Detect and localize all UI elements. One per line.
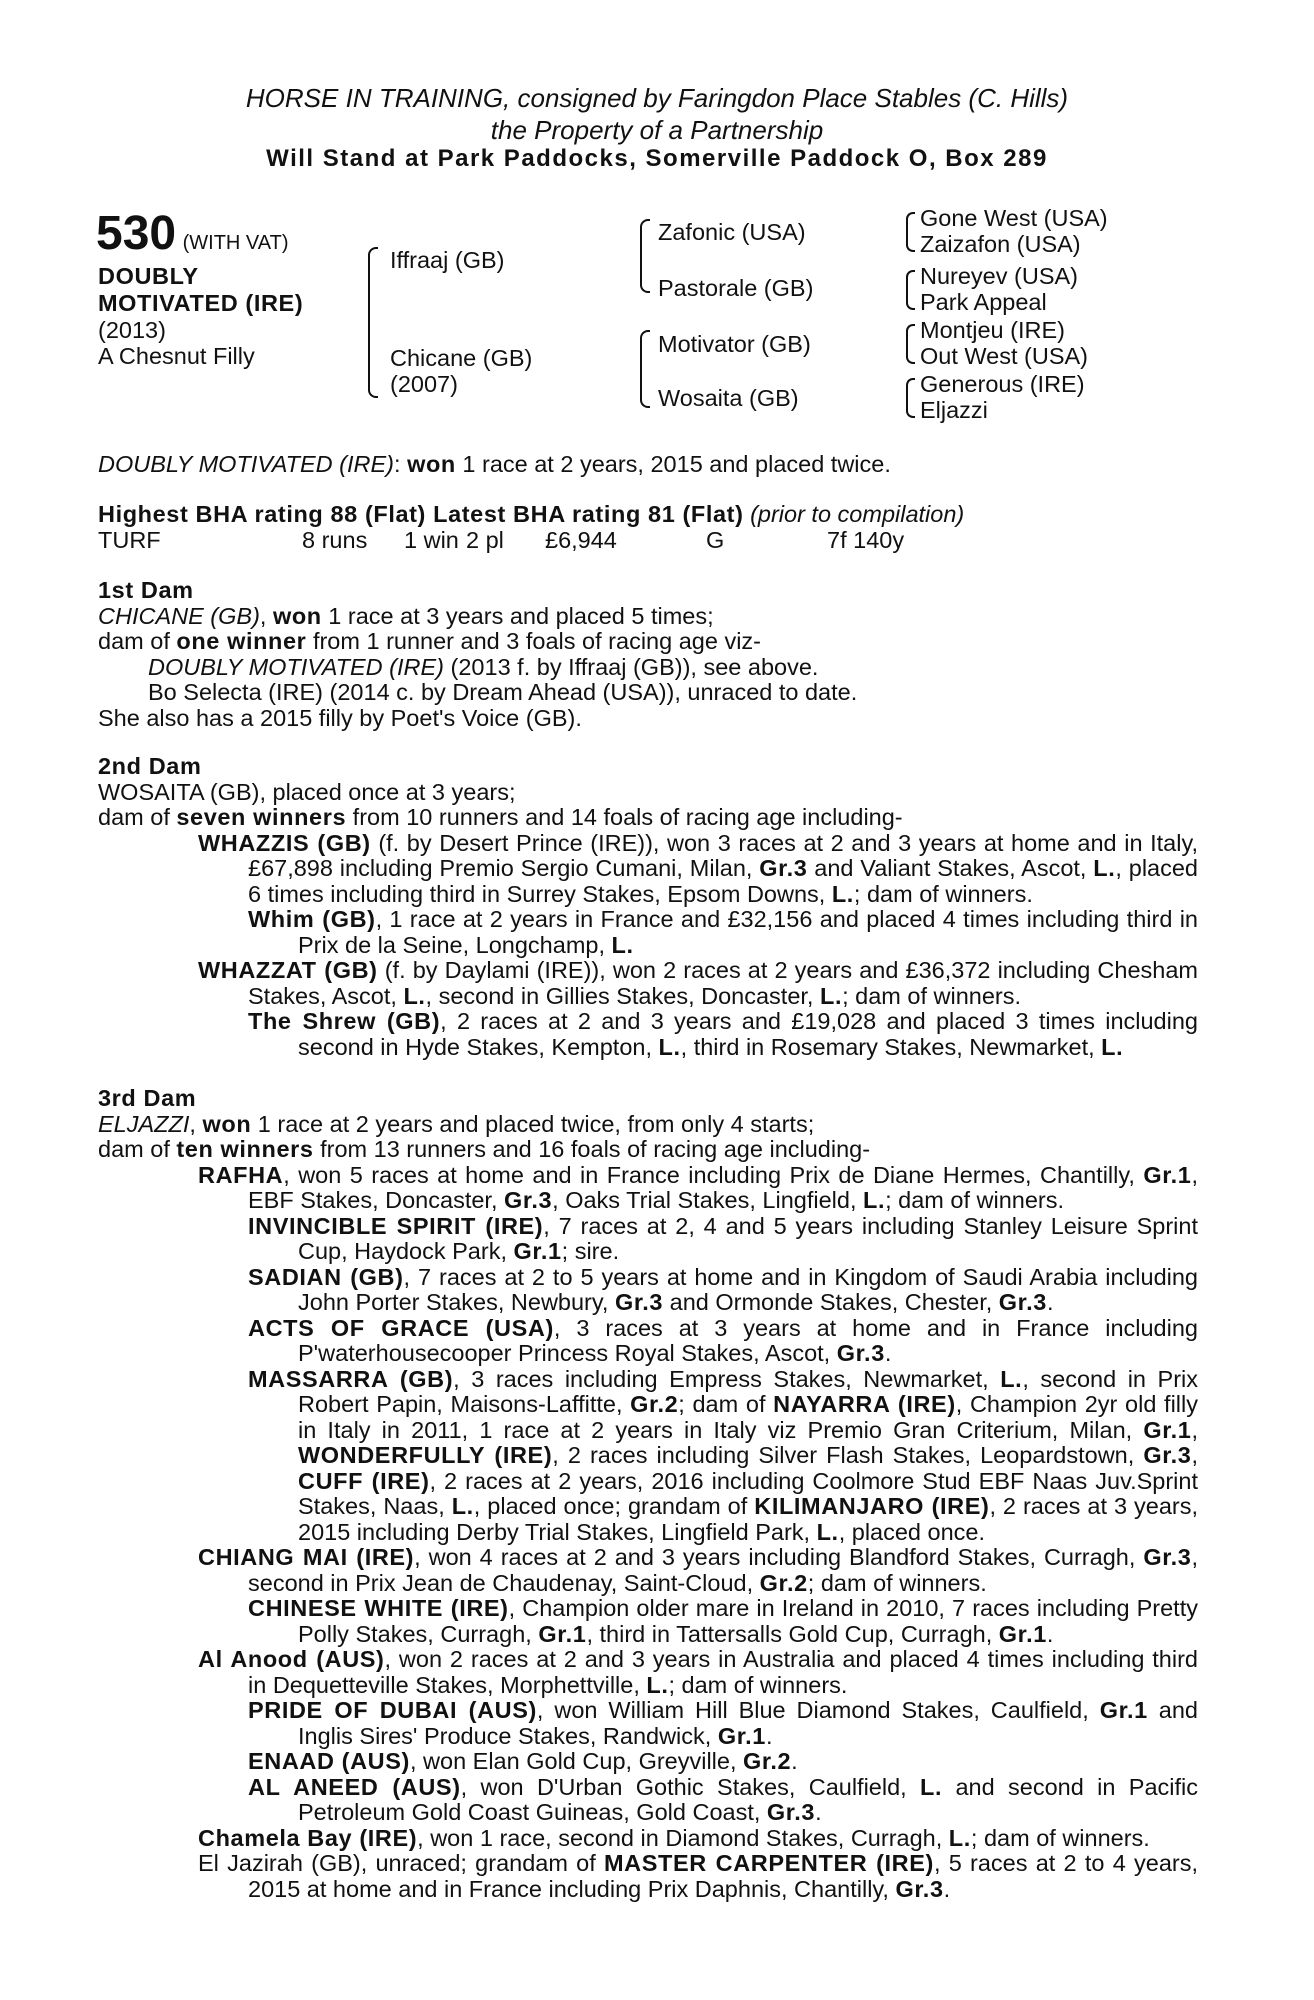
text-run: Gr.1 [538, 1620, 587, 1647]
text-run: , 2 races at 3 years, 2015 including Derby Trial Stakes, Lingfield Park, [298, 1493, 1198, 1545]
produce-entry [98, 1163, 1198, 1214]
rating-line [98, 502, 964, 528]
record-earnings: £6,944 [545, 527, 617, 553]
race-summary [98, 452, 891, 478]
text-run: Gr.3 [1143, 1442, 1192, 1468]
text-run: , [189, 1110, 203, 1137]
text-run: ten winners [176, 1136, 314, 1162]
pedigree-dsd: Out West (USA) [920, 343, 1089, 369]
text-run: ; dam of winners. [842, 982, 1022, 1009]
produce-entry [98, 1316, 1198, 1367]
second-dam-line: WOSAITA (GB), placed once at 3 years; [98, 778, 516, 805]
text-run: from 13 runners and 16 foals of racing age including- [313, 1136, 871, 1162]
text-run: , placed 6 times including third in Surrey Stakes, Epsom Downs, [248, 855, 1199, 907]
pedigree-brace-g3c [906, 324, 915, 364]
text-run: L. [816, 1518, 839, 1545]
text-run: and Ormonde Stakes, Chester, [663, 1289, 999, 1315]
text-run: , placed once. [838, 1518, 986, 1545]
pedigree-ddd: Eljazzi [920, 397, 988, 423]
text-run: Al Anood (AUS) [198, 1646, 385, 1672]
text-run: CUFF (IRE) [298, 1467, 430, 1494]
text-run: L. [403, 982, 426, 1009]
text-run: L. [820, 982, 843, 1009]
text-run: dam of [98, 1136, 177, 1162]
first-dam-section [98, 578, 1198, 731]
text-run: L. [646, 1671, 669, 1698]
text-run: and second in Pacific Petroleum Gold Coast Guineas, Gold Coast, [298, 1773, 1198, 1825]
text-run: ENAAD (AUS) [248, 1748, 410, 1774]
text-run: , won 5 races at home and in France including Prix de Diane Hermes, Chantilly, [283, 1161, 1144, 1188]
text-run: , 3 races at 3 years at home and in France including P'waterhousecooper Princess Royal Stakes, Ascot, [298, 1314, 1198, 1366]
summary-rest: 1 race at 2 years, 2015 and placed twice. [462, 451, 891, 477]
text-run: , won 4 races at 2 and 3 years including Blandford Stakes, Curragh, [414, 1544, 1144, 1570]
first-dam-produce-intro [98, 629, 1198, 655]
text-run: , second in Prix Robert Papin, Maisons-Laffitte, [298, 1365, 1199, 1417]
first-dam-note: She also has a 2015 filly by Poet's Voice (GB). [98, 704, 582, 731]
first-dam-name: CHICANE (GB) [98, 602, 260, 629]
text-run: . [765, 1722, 773, 1749]
pedigree-sire-sire: Zafonic (USA) [658, 219, 806, 245]
text-run: , second in Prix Jean de Chaudenay, Saint-Cloud, [248, 1544, 1198, 1596]
text-run: , third in Tattersalls Gold Cup, Curragh, [586, 1620, 999, 1647]
record-wins: 1 win [404, 527, 459, 553]
text-run: L. [948, 1824, 971, 1851]
produce-entry [98, 1749, 1198, 1775]
lot-number: 530 [96, 207, 177, 260]
text-run: L. [863, 1187, 886, 1213]
text-run: Whim (GB) [248, 906, 376, 932]
pedigree-sdd: Park Appeal [920, 289, 1047, 315]
text-run: L. [831, 880, 854, 907]
pedigree-ssd: Zaizafon (USA) [920, 231, 1081, 257]
pedigree-dam-sire: Motivator (GB) [658, 331, 811, 357]
third-dam-section [98, 1086, 1198, 1902]
horse-description: A Chesnut Filly [98, 343, 255, 369]
text-run: MASTER CARPENTER (IRE) [604, 1850, 934, 1876]
header-line-property: the Property of a Partnership [490, 115, 824, 145]
second-dam-heading: 2nd Dam [98, 753, 202, 779]
text-run: L. [611, 931, 634, 958]
header-line-location: Will Stand at Park Paddocks, Somerville Paddock O, Box 289 [266, 145, 1048, 172]
text-run: , 2 races at 2 years, 2016 including Coolmore Stud EBF Naas Juv.Sprint Stakes, Naas, [298, 1467, 1198, 1519]
third-dam-heading: 3rd Dam [98, 1085, 197, 1111]
record-distance: 7f 140y [827, 527, 905, 553]
pedigree-brace-gen1 [368, 247, 378, 398]
text-run: SADIAN (GB) [248, 1263, 404, 1290]
pedigree-sire: Iffraaj (GB) [390, 247, 505, 273]
pedigree-dss: Montjeu (IRE) [920, 317, 1065, 343]
produce-entry [98, 1826, 1198, 1852]
text-run: , placed once; grandam of [473, 1493, 755, 1519]
pedigree-dam-year: (2007) [390, 371, 458, 397]
text-run: . [943, 1875, 951, 1902]
pedigree-brace-g3a [906, 212, 915, 252]
text-run: , 5 races at 2 to 4 years, 2015 at home and in France including Prix Daphnis, Chantilly, [248, 1850, 1198, 1902]
text-run: Gr.3 [1143, 1544, 1192, 1570]
text-run: WHAZZAT (GB) [198, 957, 378, 983]
pedigree-dam-dam: Wosaita (GB) [658, 385, 799, 411]
text-run: Gr.1 [513, 1238, 562, 1264]
text-run: (2013 f. by Iffraaj (GB)), see above. [444, 653, 819, 680]
text-run: Gr.3 [759, 855, 808, 881]
text-run: ; dam of winners. [668, 1671, 848, 1698]
text-run: dam of [98, 804, 177, 830]
text-run: Gr.3 [766, 1799, 816, 1825]
text-run: ; dam of [678, 1391, 774, 1417]
text-run: Chamela Bay (IRE) [198, 1824, 418, 1851]
pedigree-sire-dam: Pastorale (GB) [658, 275, 814, 301]
text-run: seven winners [176, 804, 347, 830]
pedigree-brace-g3b [906, 270, 915, 310]
produce-entry [98, 1698, 1198, 1749]
horse-name-line1: DOUBLY [98, 263, 199, 289]
text-run: RAFHA [198, 1161, 284, 1188]
text-run: L. [1000, 1365, 1023, 1392]
pedigree-brace-g3d [906, 378, 915, 418]
produce-entry [98, 1214, 1198, 1265]
text-run: , 1 race at 2 years in France and £32,156 and placed 4 times including third in Prix de la Seine, Longchamp, [298, 906, 1198, 958]
first-dam-produce-2: Bo Selecta (IRE) (2014 c. by Dream Ahead (USA)), unraced to date. [148, 679, 858, 705]
text-run: AL ANEED (AUS) [248, 1773, 461, 1800]
produce-entry [98, 831, 1198, 908]
text-run: ELJAZZI [98, 1110, 190, 1137]
record-placed: 2 pl [466, 527, 504, 553]
produce-entry [98, 1596, 1198, 1647]
text-run: , Oaks Trial Stakes, Lingfield, [552, 1187, 863, 1213]
text-run: DOUBLY MOTIVATED (IRE) [148, 653, 444, 680]
pedigree-brace-sire [640, 219, 650, 293]
text-run: . [884, 1340, 892, 1366]
text-run: , 2 races at 2 and 3 years and £19,028 and placed 3 times including second in Hyde Stakes, Kempton, [298, 1008, 1198, 1060]
text-run: Gr.1 [1143, 1161, 1192, 1188]
text-run: Gr.3 [504, 1187, 553, 1213]
horse-year: (2013) [98, 317, 166, 343]
text-run: Gr.1 [998, 1620, 1047, 1647]
text-run: (f. by Desert Prince (IRE)), won 3 races at 2 and 3 years at home and in Italy, £67,898 including Premio Sergio Cumani, Milan, [248, 829, 1198, 881]
text-run: KILIMANJARO (IRE) [754, 1493, 990, 1519]
text-run: ; dam of winners. [885, 1187, 1065, 1213]
third-dam-produce-intro [98, 1137, 1198, 1163]
produce-entry [98, 958, 1198, 1009]
second-dam-produce-intro [98, 805, 1198, 831]
pedigree-sss: Gone West (USA) [920, 205, 1108, 231]
pedigree-sds: Nureyev (USA) [920, 263, 1079, 289]
produce-entry [98, 1367, 1198, 1546]
summary-won: won [407, 451, 456, 477]
text-run: Gr.3 [614, 1289, 664, 1315]
text-run: , won Elan Gold Cup, Greyville, [409, 1748, 744, 1774]
text-run: NAYARRA (IRE) [773, 1391, 956, 1417]
text-run: dam of [98, 628, 177, 654]
text-run: El Jazirah (GB), unraced; grandam of [198, 1850, 604, 1876]
text-run: , third in Rosemary Stakes, Newmarket, [680, 1033, 1102, 1060]
pedigree-dam: Chicane (GB) [390, 345, 533, 371]
text-run: MASSARRA (GB) [248, 1365, 454, 1392]
produce-entry [98, 1851, 1198, 1902]
text-run: L. [658, 1033, 681, 1060]
text-run: L. [920, 1773, 943, 1800]
text-run: . [1046, 1620, 1054, 1647]
text-run: , won 2 races at 2 and 3 years in Australia and placed 4 times including third in Dequetteville Stakes, Morphettville, [248, 1646, 1198, 1698]
text-run: , [1191, 1442, 1198, 1468]
text-run: won [272, 602, 322, 629]
text-run: from 10 runners and 14 foals of racing age including- [346, 804, 903, 830]
record-going: G [706, 527, 725, 553]
text-run: , won 1 race, second in Diamond Stakes, Curragh, [417, 1824, 949, 1851]
produce-entry [98, 1647, 1198, 1698]
text-run: L. [451, 1493, 474, 1519]
text-run: The Shrew (GB) [248, 1008, 441, 1034]
first-dam-line [98, 604, 1198, 630]
text-run: , 7 races at 2 to 5 years at home and in Kingdom of Saudi Arabia including John Porter Stakes, Newbury, [298, 1263, 1199, 1315]
text-run: , 3 races including Empress Stakes, Newmarket, [453, 1365, 1001, 1392]
produce-entry [98, 1009, 1198, 1060]
text-run: ; dam of winners. [807, 1569, 987, 1596]
text-run: CHINESE WHITE (IRE) [248, 1595, 509, 1621]
text-run: , won D'Urban Gothic Stakes, Caulfield, [460, 1773, 921, 1800]
produce-entry [98, 1545, 1198, 1596]
text-run: PRIDE OF DUBAI (AUS) [248, 1697, 537, 1723]
header-line-consignor: HORSE IN TRAINING, consigned by Faringdon Place Stables (C. Hills) [245, 83, 1069, 113]
text-run: , [1191, 1416, 1198, 1443]
first-dam-heading: 1st Dam [98, 577, 194, 603]
text-run: Gr.1 [1099, 1697, 1148, 1723]
record-runs: 8 runs [302, 527, 368, 553]
text-run: WONDERFULLY (IRE) [298, 1442, 553, 1468]
second-dam-section [98, 754, 1198, 1060]
text-run: . [815, 1799, 822, 1825]
text-run: ACTS OF GRACE (USA) [248, 1314, 554, 1341]
text-run: ; dam of winners. [970, 1824, 1150, 1851]
text-run: Gr.2 [759, 1569, 808, 1596]
rating-note: (prior to compilation) [750, 501, 965, 527]
text-run: CHIANG MAI (IRE) [198, 1544, 415, 1570]
text-run: , second in Gillies Stakes, Doncaster, [425, 982, 820, 1009]
horse-name-line2: MOTIVATED (IRE) [98, 290, 304, 316]
text-run: . [791, 1748, 798, 1774]
text-run: and Inglis Sires' Produce Stakes, Randwick, [298, 1697, 1198, 1749]
text-run: , [259, 602, 273, 629]
lot-vat: (WITH VAT) [182, 232, 289, 254]
pedigree-brace-dam [640, 330, 650, 408]
pedigree-dds: Generous (IRE) [920, 371, 1085, 397]
text-run: , 2 races including Silver Flash Stakes, Leopardstown, [552, 1442, 1144, 1468]
produce-entry [98, 1775, 1198, 1826]
produce-entry [98, 907, 1198, 958]
text-run: Gr.2 [743, 1748, 792, 1774]
text-run: , Champion older mare in Ireland in 2010, 7 races including Pretty Polly Stakes, Curragh, [298, 1595, 1198, 1647]
lot-number-row [96, 207, 289, 260]
third-dam-line [98, 1112, 1198, 1138]
text-run: ; sire. [561, 1238, 620, 1264]
text-run: Gr.3 [998, 1289, 1047, 1315]
text-run: , EBF Stakes, Doncaster, [248, 1161, 1198, 1213]
summary-colon: : [394, 451, 401, 477]
text-run: and Valiant Stakes, Ascot, [807, 855, 1094, 881]
text-run: WHAZZIS (GB) [198, 829, 371, 856]
text-run: INVINCIBLE SPIRIT (IRE) [248, 1212, 544, 1239]
text-run: L. [1093, 855, 1116, 881]
text-run: from 1 runner and 3 foals of racing age viz- [306, 628, 761, 654]
text-run: , Champion 2yr old filly in Italy in 2011, 1 race at 2 years in Italy viz Premio Gran Criterium, Milan, [298, 1391, 1198, 1443]
text-run: Gr.2 [630, 1391, 679, 1417]
text-run: Gr.3 [895, 1875, 944, 1902]
summary-horse-name: DOUBLY MOTIVATED (IRE) [98, 451, 394, 477]
first-dam-produce-1 [98, 655, 1198, 681]
text-run: , won William Hill Blue Diamond Stakes, Caulfield, [536, 1697, 1100, 1723]
produce-entry [98, 1265, 1198, 1316]
text-run: . [1046, 1289, 1054, 1315]
text-run: Gr.1 [1143, 1416, 1192, 1443]
text-run: ; dam of winners. [853, 880, 1033, 907]
text-run: won [202, 1110, 252, 1137]
rating-values: Highest BHA rating 88 (Flat) Latest BHA rating 81 (Flat) [98, 501, 744, 527]
text-run: L. [1101, 1033, 1124, 1060]
text-run: one winner [176, 628, 307, 654]
text-run: 1 race at 2 years and placed twice, from only 4 starts; [251, 1110, 815, 1137]
text-run: Gr.1 [717, 1722, 766, 1749]
text-run: Gr.3 [836, 1340, 885, 1366]
text-run: 1 race at 3 years and placed 5 times; [321, 602, 714, 629]
record-surface: TURF [98, 527, 161, 553]
text-run: (f. by Daylami (IRE)), won 2 races at 2 years and £36,372 including Chesham Stakes, Ascot, [248, 957, 1199, 1009]
text-run: , 7 races at 2, 4 and 5 years including Stanley Leisure Sprint Cup, Haydock Park, [298, 1212, 1198, 1264]
